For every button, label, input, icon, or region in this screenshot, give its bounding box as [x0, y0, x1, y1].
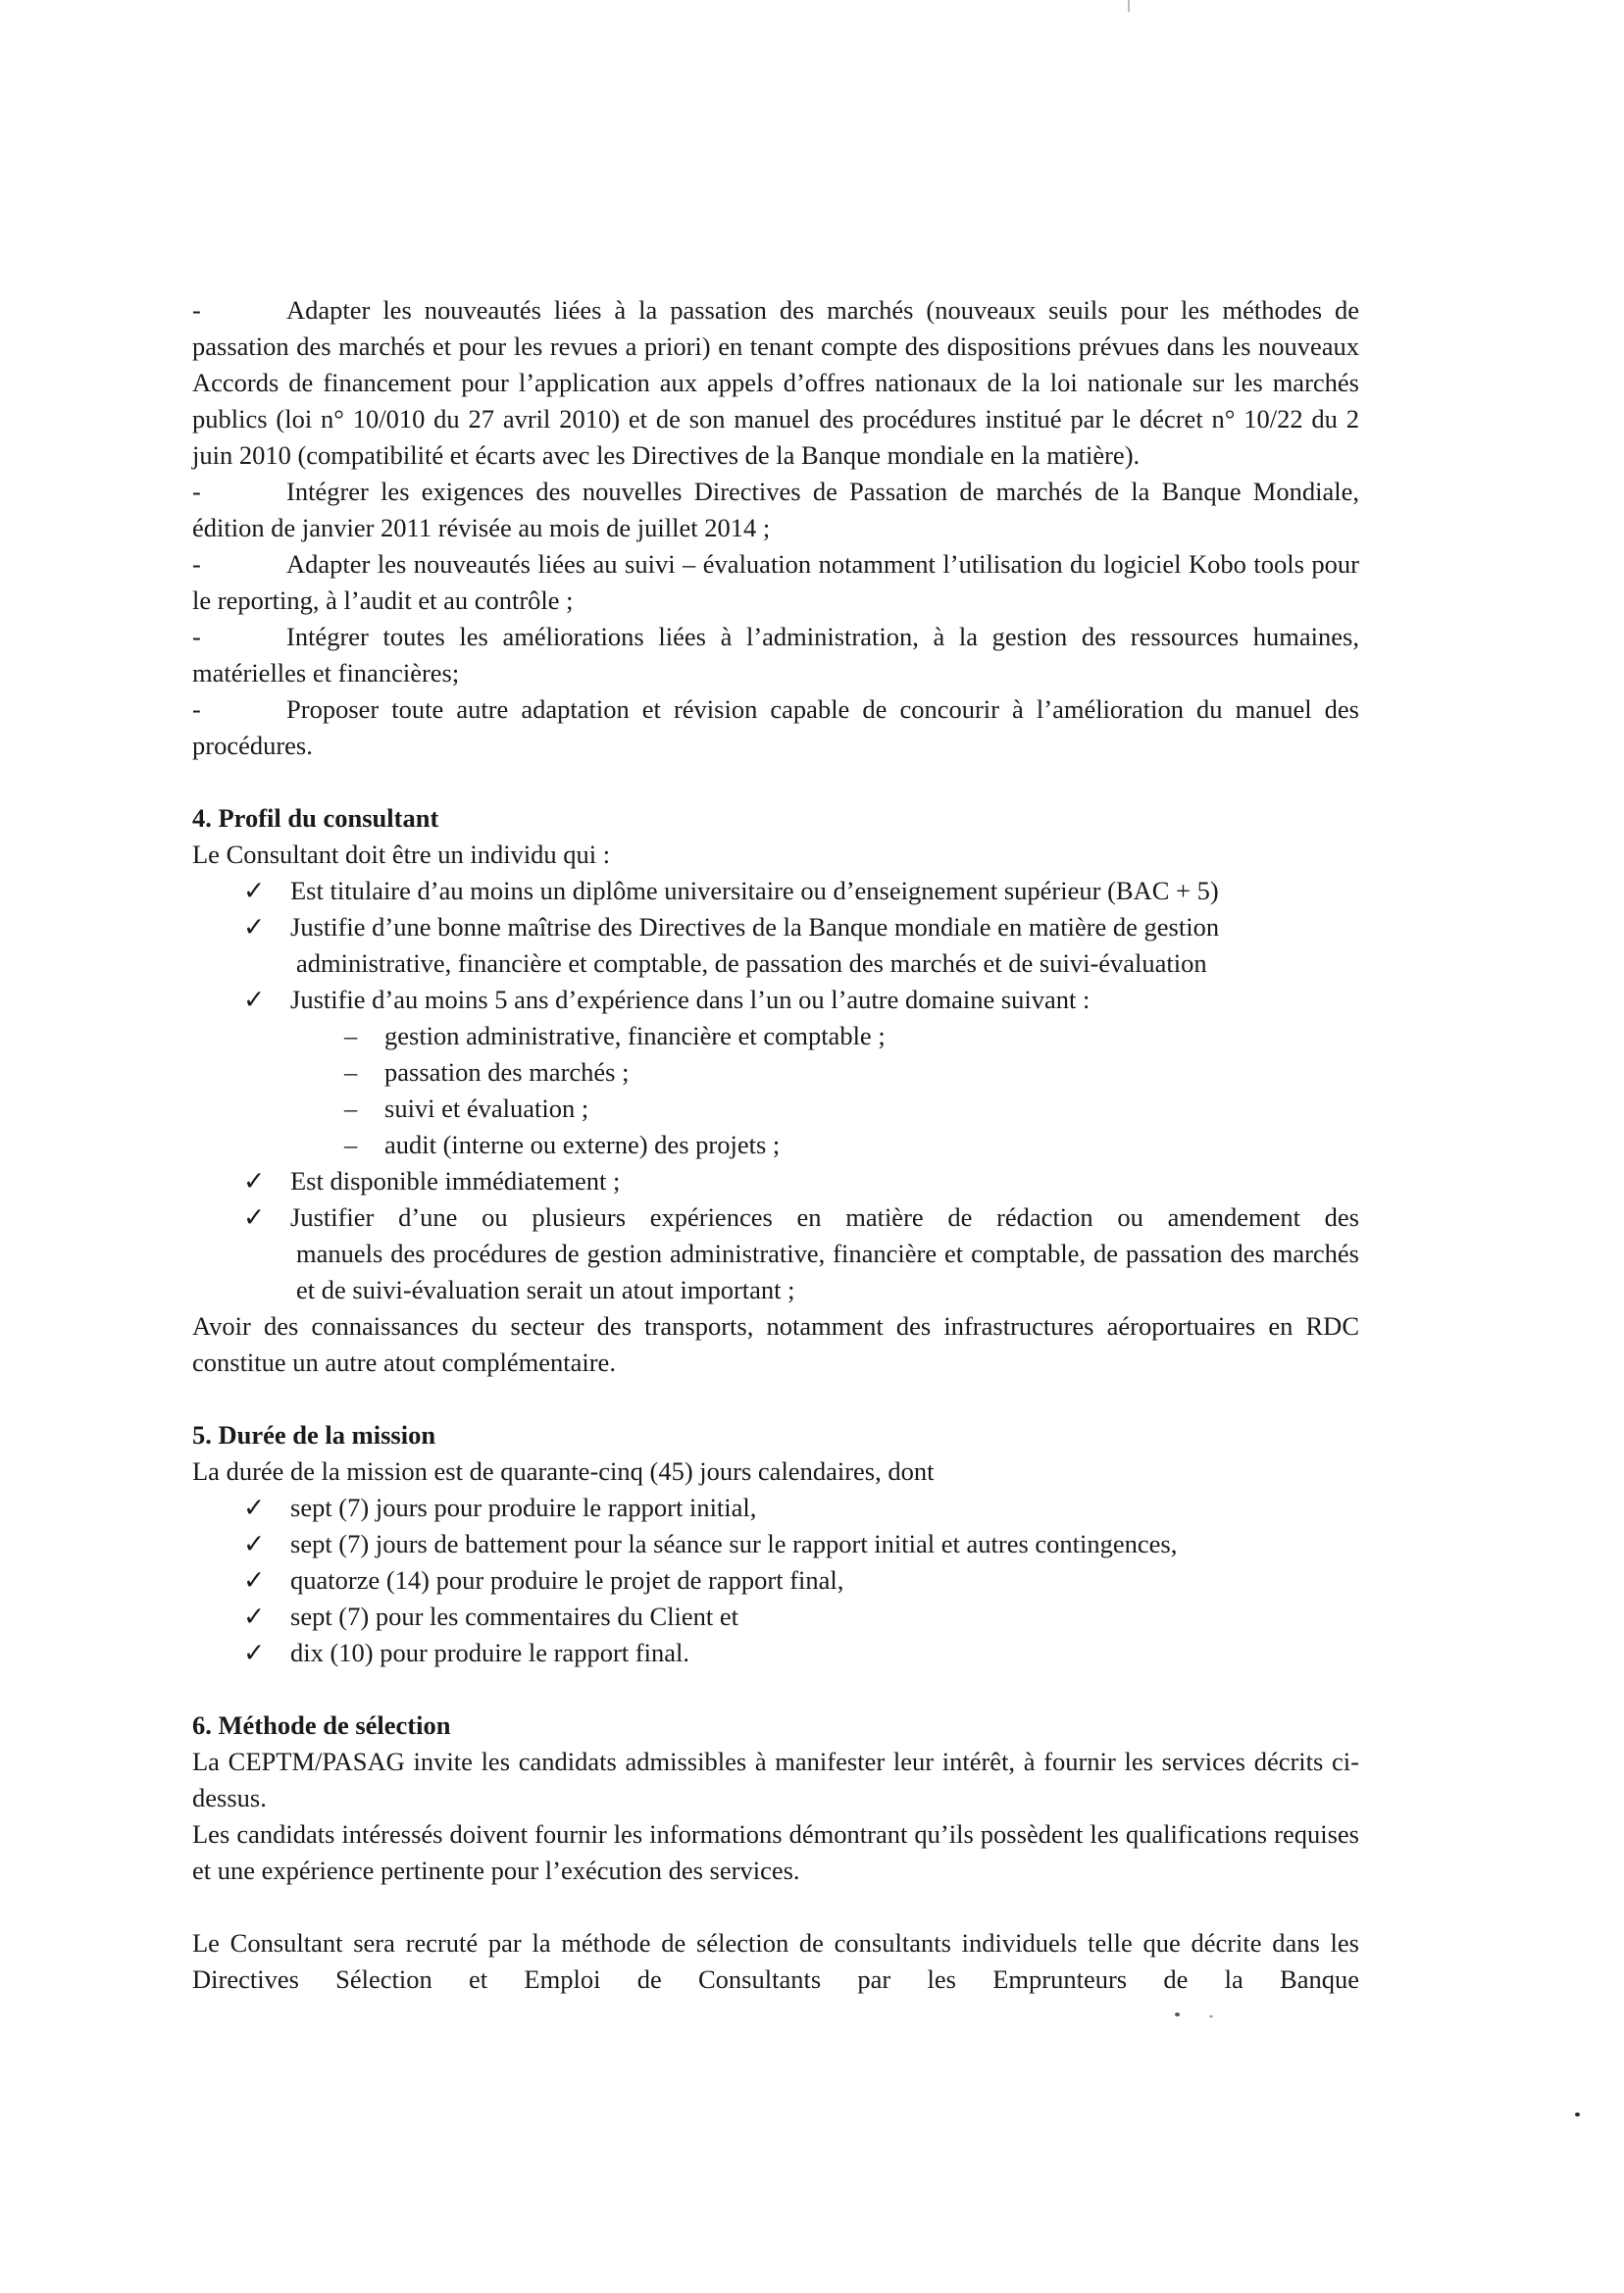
checklist-item-text: sept (7) pour les commentaires du Client et — [290, 1602, 739, 1631]
intro-item-text: Proposer toute autre adaptation et révision capable de concourir à l’amélioration du manuel des procédures. — [192, 694, 1359, 760]
intro-item — [192, 691, 1359, 764]
checkmark-icon: ✓ — [243, 912, 266, 942]
checklist-item-text: sept (7) jours pour produire le rapport initial, — [290, 1493, 757, 1522]
intro-list — [192, 292, 1359, 764]
paragraph: Le Consultant sera recruté par la méthode de sélection de consultants individuels telle que décrite dans les Directives Sélection et Emploi de Consultants par les Emprunteurs de la Banque — [192, 1928, 1359, 1994]
domain-item-text: audit (interne ou externe) des projets ; — [384, 1130, 781, 1159]
checklist-item — [192, 1199, 1359, 1308]
intro-item-text: Intégrer toutes les améliorations liées à l’administration, à la gestion des ressources humaines, matérielles et financières; — [192, 622, 1359, 688]
section-intro: La durée de la mission est de quarante-cinq (45) jours calendaires, dont — [192, 1456, 935, 1486]
domain-item — [192, 1091, 1359, 1127]
checklist-item — [192, 982, 1359, 1018]
domain-item — [192, 1054, 1359, 1091]
domain-item — [192, 1127, 1359, 1163]
checklist-item-text: quatorze (14) pour produire le projet de rapport final, — [290, 1565, 844, 1595]
domain-item — [192, 1018, 1359, 1054]
checkmark-icon: ✓ — [243, 1638, 266, 1667]
checkmark-icon: ✓ — [243, 876, 266, 905]
scan-speck — [1209, 2015, 1213, 2017]
intro-item — [192, 546, 1359, 619]
section-heading: 4. Profil du consultant — [192, 803, 439, 833]
scan-speck — [1175, 2013, 1180, 2016]
checklist-item-continuation: administrative, financière et comptable, de passation des marchés et de suivi-évaluation — [296, 948, 1207, 978]
checklist-item-text: Est disponible immédiatement ; — [290, 1166, 621, 1196]
dash-bullet: - — [192, 549, 201, 579]
checkmark-icon: ✓ — [243, 985, 266, 1014]
checkmark-icon: ✓ — [243, 1602, 266, 1631]
section-duree — [192, 1417, 1359, 1671]
dash-bullet: - — [192, 694, 201, 724]
dash-bullet: – — [344, 1094, 358, 1123]
dash-bullet: - — [192, 477, 201, 506]
profile-checklist — [192, 873, 1359, 1018]
checklist-item-text: Justifier d’une ou plusieurs expériences en matière de rédaction ou amendement des — [290, 1202, 1359, 1232]
scan-mark — [1128, 0, 1130, 12]
domain-item-text: gestion administrative, financière et comptable ; — [384, 1021, 886, 1050]
intro-item — [192, 474, 1359, 546]
spacer — [192, 1889, 1359, 1925]
section-heading: 5. Durée de la mission — [192, 1420, 436, 1450]
checkmark-icon: ✓ — [243, 1202, 266, 1232]
duration-checklist — [192, 1490, 1359, 1671]
checklist-item-text: Est titulaire d’au moins un diplôme universitaire ou d’enseignement supérieur (BAC + 5) — [290, 876, 1219, 905]
paragraph: Les candidats intéressés doivent fournir les informations démontrant qu’ils possèdent les qualifications requises et une expérience pertinente pour l’exécution des services. — [192, 1819, 1359, 1885]
intro-item-text: Intégrer les exigences des nouvelles Directives de Passation de marchés de la Banque Mondiale, édition de janvier 2011 révisée au mois de juillet 2014 ; — [192, 477, 1359, 542]
domain-list — [192, 1018, 1359, 1163]
checkmark-icon: ✓ — [243, 1529, 266, 1558]
intro-item — [192, 292, 1359, 474]
section-methode — [192, 1707, 1359, 1998]
domain-item-text: suivi et évaluation ; — [384, 1094, 589, 1123]
checklist-item-text: Justifie d’au moins 5 ans d’expérience dans l’un ou l’autre domaine suivant : — [290, 985, 1091, 1014]
paragraph: La CEPTM/PASAG invite les candidats admissibles à manifester leur intérêt, à fournir les services décrits ci-dessus. — [192, 1747, 1359, 1812]
intro-item-text: Adapter les nouveautés liées à la passation des marchés (nouveaux seuils pour les méthodes de passation des marchés et pour les revues a priori) en tenant compte des dispositions prévues dans les nouveaux Accords de financement pour l’application aux appels d’offres nationaux de la loi nationale sur les marchés publics (loi n° 10/010 du 27 avril 2010) et de son manuel des procédures institué par le décret n° 10/22 du 2 juin 2010 (compatibilité et écarts avec les Directives de la Banque mondiale en la matière). — [192, 295, 1359, 470]
dash-bullet: – — [344, 1057, 358, 1087]
checkmark-icon: ✓ — [243, 1166, 266, 1196]
checklist-item — [192, 1526, 1359, 1562]
intro-item-text: Adapter les nouveautés liées au suivi – évaluation notamment l’utilisation du logiciel Kobo tools pour le reporting, à l’audit et au contrôle ; — [192, 549, 1359, 615]
section-intro: Le Consultant doit être un individu qui : — [192, 840, 611, 869]
checklist-item — [192, 1599, 1359, 1635]
checklist-item-text: Justifie d’une bonne maîtrise des Directives de la Banque mondiale en matière de gestion — [290, 912, 1220, 942]
profile-checklist-continued — [192, 1163, 1359, 1308]
checklist-item — [192, 1562, 1359, 1599]
checklist-item — [192, 909, 1359, 982]
checkmark-icon: ✓ — [243, 1565, 266, 1595]
section-profil — [192, 800, 1359, 1381]
checklist-item-continuation: manuels des procédures de gestion administrative, financière et comptable, de passation des marchés et de suivi-évaluation serait un atout important ; — [296, 1239, 1359, 1304]
dash-bullet: – — [344, 1021, 358, 1050]
dash-bullet: - — [192, 295, 201, 325]
checkmark-icon: ✓ — [243, 1493, 266, 1522]
scan-speck — [1575, 2113, 1580, 2116]
checklist-item-text: dix (10) pour produire le rapport final. — [290, 1638, 689, 1667]
checklist-item — [192, 1490, 1359, 1526]
section-closing: Avoir des connaissances du secteur des transports, notamment des infrastructures aéroportuaires en RDC constitue un autre atout complémentaire. — [192, 1311, 1359, 1377]
checklist-item — [192, 873, 1359, 909]
dash-bullet: - — [192, 622, 201, 651]
section-heading: 6. Méthode de sélection — [192, 1710, 451, 1740]
dash-bullet: – — [344, 1130, 358, 1159]
checklist-item — [192, 1635, 1359, 1671]
checklist-item-text: sept (7) jours de battement pour la séance sur le rapport initial et autres contingences, — [290, 1529, 1178, 1558]
document-page — [192, 292, 1359, 1998]
intro-item — [192, 619, 1359, 691]
checklist-item — [192, 1163, 1359, 1199]
domain-item-text: passation des marchés ; — [384, 1057, 630, 1087]
